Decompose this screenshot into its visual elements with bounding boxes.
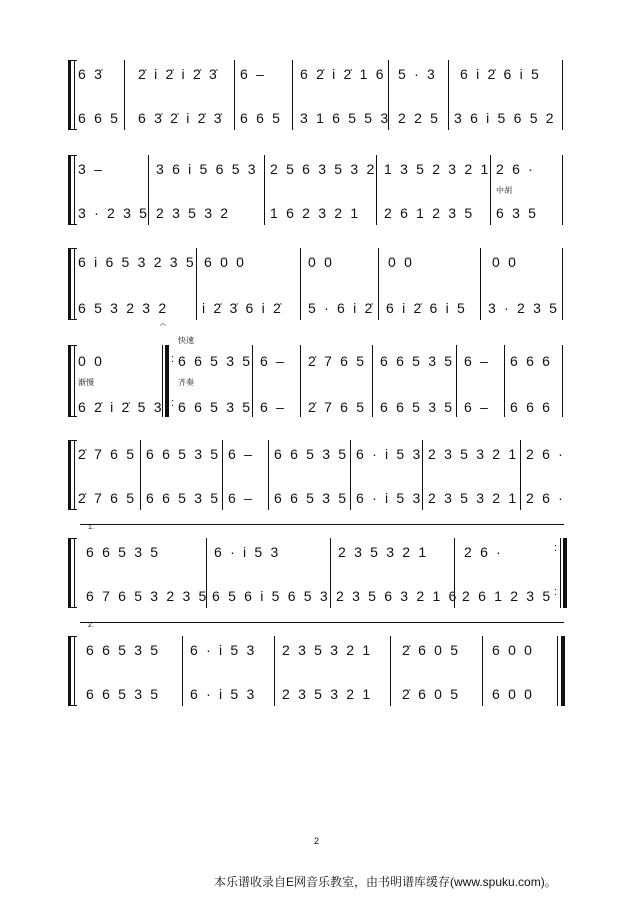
repeat-start-barline xyxy=(165,345,169,417)
barline xyxy=(222,440,223,510)
barline xyxy=(372,345,373,417)
upper-bar-4: 2̇ 7 6 5 xyxy=(308,353,367,369)
system-brace xyxy=(68,538,78,608)
lower-bar-1: 6 6 5 xyxy=(78,110,121,126)
barline xyxy=(448,60,449,130)
system-brace xyxy=(68,60,78,130)
lower-bar-4: 6 i 2̇ 6 i 5 xyxy=(386,300,468,316)
score-system-5 xyxy=(68,440,566,510)
upper-bar-5: 5 · 3 xyxy=(398,66,438,82)
instrument-label: 中胡 xyxy=(496,186,512,195)
system-brace xyxy=(68,345,78,417)
system-brace xyxy=(68,440,78,510)
lower-bar-6: 2 3 5 3 2 1 xyxy=(428,490,519,506)
barline xyxy=(182,636,183,706)
upper-bar-4: 6 2̇ i 2̇ 1 6 xyxy=(300,66,386,82)
lower-bar-4: 2̇ 6 0 5 xyxy=(402,686,461,702)
fermata-icon: 𝄐 xyxy=(160,320,166,331)
lower-bar-3: 1 6 2 3 2 1 xyxy=(270,205,361,221)
barline xyxy=(390,636,391,706)
upper-bar-1: 6 6 5 3 5 xyxy=(86,642,161,658)
barline xyxy=(480,248,481,320)
lower-bar-5: 6 6 5 3 5 xyxy=(380,399,455,415)
final-barline xyxy=(561,636,565,706)
upper-bar-3: 0 0 xyxy=(308,254,335,270)
repeat-end-barline xyxy=(560,538,561,608)
upper-bar-3: 6 – xyxy=(260,353,287,369)
barline xyxy=(482,636,483,706)
barline xyxy=(378,248,379,320)
barline xyxy=(330,538,331,608)
barline xyxy=(124,60,125,130)
system-brace xyxy=(68,248,78,320)
lower-bar-3: 6 – xyxy=(260,399,287,415)
barline xyxy=(300,345,301,417)
upper-bar-4: 6 6 5 3 5 xyxy=(274,446,349,462)
lower-bar-2: 6 5 6 i 5 6 5 3 xyxy=(212,588,330,604)
lower-bar-1: 6 7 6 5 3 2 3 5 xyxy=(86,588,209,604)
lower-bar-2: 6 6 5 3 5 xyxy=(146,490,221,506)
lower-bar-3: 6 6 5 xyxy=(240,110,283,126)
upper-bar-5: 2 6 · xyxy=(496,161,536,177)
lower-bar-2: 6 6 5 3 5 xyxy=(178,399,253,415)
repeat-dots-lower: : xyxy=(554,586,558,598)
final-barline-thin xyxy=(557,636,558,706)
upper-bar-5: 6 · i 5 3 xyxy=(356,446,423,462)
barline xyxy=(300,248,301,320)
tempo-marking-slowing: 渐慢 xyxy=(78,378,94,387)
barline xyxy=(196,248,197,320)
lower-bar-5: 2 2 5 xyxy=(398,110,441,126)
upper-bar-4: 2 6 · xyxy=(464,544,504,560)
barline xyxy=(562,248,563,320)
upper-bar-3: 2 3 5 3 2 1 xyxy=(338,544,429,560)
score-system-7 xyxy=(68,636,566,706)
repeat-dots-upper: : xyxy=(554,542,558,554)
score-system-2 xyxy=(68,155,566,225)
score-system-1 xyxy=(68,60,566,130)
lower-bar-1: 6 2̇ i 2̇ 5 3 xyxy=(78,399,164,415)
upper-bar-1: 0 0 xyxy=(78,353,105,369)
lower-bar-6: 6 – xyxy=(464,399,491,415)
lower-bar-7: 6 6 6 xyxy=(510,399,553,415)
upper-bar-2: 6 · i 5 3 xyxy=(214,544,281,560)
tempo-marking-fast: 快速 xyxy=(178,336,194,345)
upper-bar-2: 6 6 5 3 5 xyxy=(178,353,253,369)
barline xyxy=(264,155,265,225)
volta-bracket-2 xyxy=(80,622,564,623)
page-number: 2 xyxy=(314,836,320,846)
lower-bar-1: 6 6 5 3 5 xyxy=(86,686,161,702)
system-brace xyxy=(68,155,78,225)
lower-bar-3: 2 3 5 3 2 1 xyxy=(282,686,373,702)
score-system-4 xyxy=(68,336,566,417)
repeat-dots-upper: : xyxy=(171,353,175,365)
repeat-dots-lower: : xyxy=(171,397,175,409)
lower-bar-6: 3 6 i 5 6 5 2 xyxy=(454,110,556,126)
lower-bar-3: 6 – xyxy=(228,490,255,506)
volta-number-1: 1. xyxy=(88,524,94,531)
lower-bar-2: 6 3̇ 2̇ i 2̇ 3̇ xyxy=(138,110,224,126)
upper-bar-4: 2̇ 6 0 5 xyxy=(402,642,461,658)
lower-bar-4: 2 6 1 2 3 5 xyxy=(462,588,553,604)
upper-bar-4: 0 0 xyxy=(388,254,415,270)
upper-bar-2: 6 0 0 xyxy=(204,254,247,270)
tutti-marking: 齐奏 xyxy=(178,378,194,387)
lower-bar-5: 6 · i 5 3 xyxy=(356,490,423,506)
lower-bar-1: 6 5 3 2 3 2 xyxy=(78,300,169,316)
barline xyxy=(140,440,141,510)
barline xyxy=(562,345,563,417)
upper-bar-6: 6 – xyxy=(464,353,491,369)
barline xyxy=(292,60,293,130)
barline xyxy=(456,345,457,417)
upper-bar-2: 6 6 5 3 5 xyxy=(146,446,221,462)
system-brace xyxy=(68,636,78,706)
lower-bar-3: 2 3 5 6 3 2 1 6 xyxy=(336,588,459,604)
lower-bar-5: 3 · 2 3 5 xyxy=(488,300,560,316)
lower-bar-4: 2̇ 7 6 5 xyxy=(308,399,367,415)
lower-bar-1: 2̇ 7 6 5 xyxy=(78,490,137,506)
barline xyxy=(350,440,351,510)
upper-bar-7: 6 6 6 xyxy=(510,353,553,369)
barline xyxy=(562,60,563,130)
source-footer: 本乐谱收录自E网音乐教室，由书明谱库缓存(www.spuku.com)。 xyxy=(214,875,557,889)
upper-bar-3: 6 – xyxy=(228,446,255,462)
volta-number-2: 2. xyxy=(88,622,94,629)
barline xyxy=(504,345,505,417)
lower-bar-5: 6 0 0 xyxy=(492,686,535,702)
upper-bar-1: 3 – xyxy=(78,161,105,177)
lower-bar-3: 5 · 6 i 2̇ xyxy=(308,300,375,316)
score-system-6 xyxy=(68,538,566,608)
repeat-end-barline-thick xyxy=(563,538,567,608)
barline xyxy=(562,155,563,225)
lower-bar-1: 3 · 2 3 5 xyxy=(78,205,150,221)
upper-bar-5: 6 6 5 3 5 xyxy=(380,353,455,369)
upper-bar-3: 6 – xyxy=(240,66,267,82)
upper-bar-1: 6 i 6 5 3 2 3 5 xyxy=(78,254,196,270)
lower-bar-4: 6 6 5 3 5 xyxy=(274,490,349,506)
lower-bar-5: 6 3 5 xyxy=(496,205,539,221)
score-system-3 xyxy=(68,248,566,331)
volta-bracket-1 xyxy=(80,524,564,525)
lower-bar-4: 3 1 6 5 5 3 xyxy=(300,110,391,126)
upper-bar-2: 2̇ i 2̇ i 2̇ 3̇ xyxy=(138,66,220,82)
upper-bar-6: 6 i 2̇ 6 i 5 xyxy=(460,66,542,82)
upper-bar-7: 2 6 · xyxy=(526,446,566,462)
barline xyxy=(234,60,235,130)
upper-bar-2: 6 · i 5 3 xyxy=(190,642,257,658)
upper-bar-5: 6 0 0 xyxy=(492,642,535,658)
upper-bar-6: 2 3 5 3 2 1 xyxy=(428,446,519,462)
upper-bar-1: 6 3̇ xyxy=(78,66,105,82)
upper-bar-1: 2̇ 7 6 5 xyxy=(78,446,137,462)
upper-bar-2: 3 6 i 5 6 5 3 xyxy=(156,161,258,177)
lower-bar-2: i 2̇ 3̇ 6 i 2̇ xyxy=(202,300,284,316)
upper-bar-1: 6 6 5 3 5 xyxy=(86,544,161,560)
lower-bar-7: 2 6 · xyxy=(526,490,566,506)
lower-bar-4: 2 6 1 2 3 5 xyxy=(384,205,475,221)
lower-bar-2: 2 3 5 3 2 xyxy=(156,205,231,221)
lower-bar-2: 6 · i 5 3 xyxy=(190,686,257,702)
barline xyxy=(268,440,269,510)
upper-bar-4: 1 3 5 2 3 2 1 xyxy=(384,161,491,177)
upper-bar-3: 2 5 6 3 5 3 2 xyxy=(270,161,377,177)
barline xyxy=(520,440,521,510)
upper-bar-5: 0 0 xyxy=(492,254,519,270)
upper-bar-3: 2 3 5 3 2 1 xyxy=(282,642,373,658)
barline xyxy=(274,636,275,706)
